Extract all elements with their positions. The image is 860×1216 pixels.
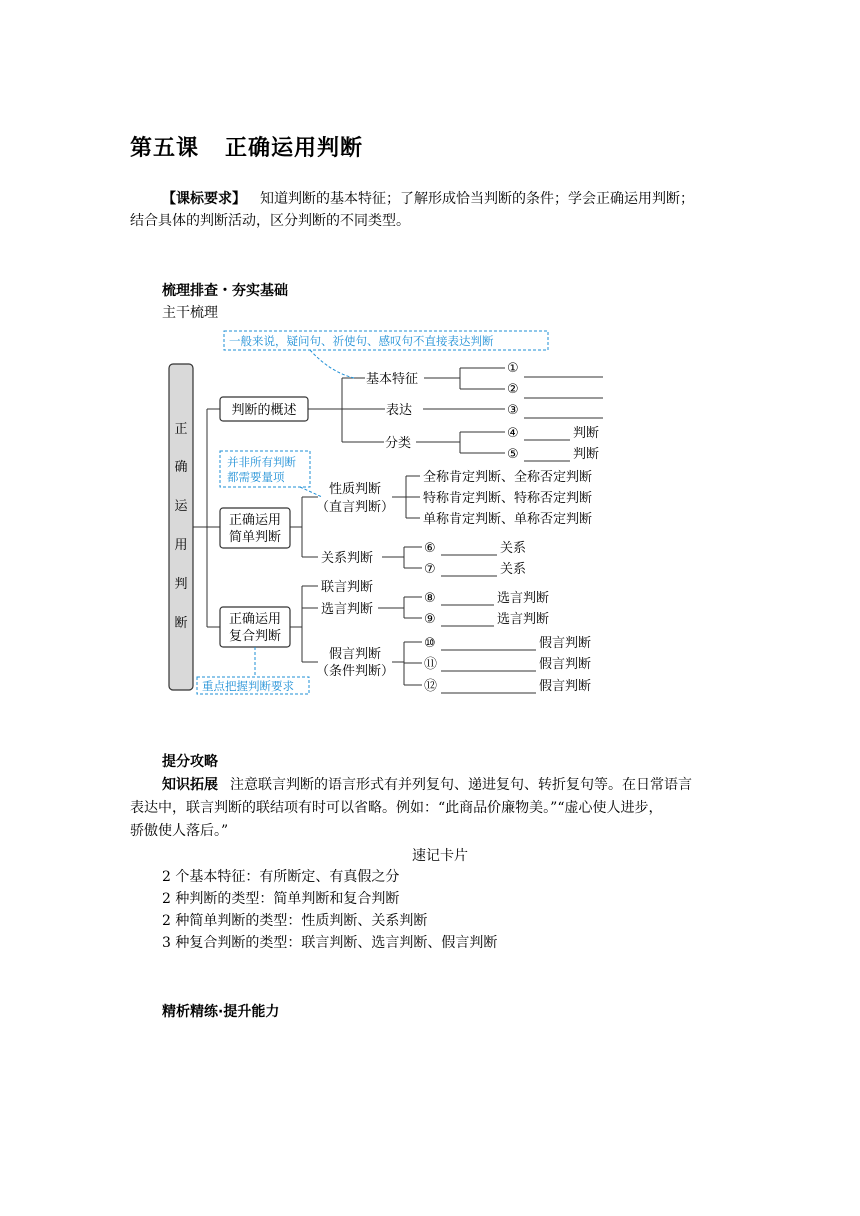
disjunctive-label: 选言判断: [321, 602, 374, 617]
mark: ⑦: [424, 562, 436, 577]
mark: ⑨: [424, 612, 436, 627]
section-subheading-outline: 主干梳理: [162, 305, 218, 321]
classification-label: 分类: [385, 436, 412, 451]
hypothetical-label: 假言判断: [328, 647, 382, 662]
tips-text1: 注意联言判断的语言形式有并列复句、递进复句、转折复句等。在日常语言: [230, 777, 692, 793]
hypothetical-label: （条件判断）: [315, 664, 395, 679]
property-label: （直言判断）: [315, 500, 395, 515]
mark: ⑤: [507, 447, 519, 462]
tips-label: 知识拓展: [162, 777, 218, 793]
relation-word: 关系: [500, 541, 527, 556]
section-heading-practice: 精析精练·提升能力: [162, 1004, 280, 1020]
mark: ⑫: [424, 679, 438, 694]
note-mid-text: 并非所有判断: [227, 455, 296, 469]
judgment-word: 判断: [573, 447, 600, 462]
property-label: 性质判断: [328, 482, 382, 497]
tips-line2: 表达中，联言判断的联结项有时可以省略。例如：“此商品价廉物美。”“虚心使人进步，: [130, 800, 663, 816]
card-title: 速记卡片: [412, 848, 468, 864]
note-bottom-text: 重点把握判断要求: [202, 679, 294, 693]
property-type: 单称肯定判断、单称否定判断: [423, 512, 593, 527]
mark: ④: [507, 426, 519, 441]
property-type: 全称肯定判断、全称否定判断: [423, 470, 593, 485]
judgment-word: 判断: [573, 426, 600, 441]
note-top-text: 一般来说，疑问句、祈使句、感叹句不直接表达判断: [229, 334, 494, 348]
root-bar: [169, 364, 193, 690]
note-top-connector: [310, 350, 354, 378]
requirement-label: 【课标要求】: [162, 191, 246, 207]
card-item: 3 种复合判断的类型：联言判断、选言判断、假言判断: [162, 935, 498, 951]
simple-label: 简单判断: [228, 530, 282, 545]
note-mid-text: 都需要量项: [227, 470, 285, 484]
card-item: 2 个基本特征：有所断定、有真假之分: [162, 869, 400, 885]
card-item: 2 种判断的类型：简单判断和复合判断: [162, 891, 400, 907]
requirement-text1: 知道判断的基本特征；了解形成恰当判断的条件；学会正确运用判断；: [260, 191, 694, 207]
mark: ⑩: [424, 636, 436, 651]
complex-label: 正确运用: [228, 612, 282, 627]
hypothetical-word: 假言判断: [539, 679, 592, 694]
mark: ⑥: [424, 541, 436, 556]
conjunctive-label: 联言判断: [321, 580, 374, 595]
root-char: 运: [174, 499, 188, 514]
complex-label: 复合判断: [228, 629, 282, 644]
hypothetical-word: 假言判断: [539, 657, 592, 672]
mark: ②: [507, 382, 519, 397]
page-title: 第五课 正确运用判断: [130, 136, 364, 161]
disjunctive-word: 选言判断: [497, 591, 550, 606]
requirement-line2: 结合具体的判断活动，区分判断的不同类型。: [130, 213, 410, 229]
tips-line3: 骄傲使人落后。”: [130, 823, 229, 839]
root-char: 确: [174, 460, 188, 475]
disjunctive-word: 选言判断: [497, 612, 550, 627]
mark: ⑧: [424, 591, 436, 606]
tips-heading: 提分攻略: [162, 754, 218, 770]
root-char: 正: [174, 422, 188, 437]
requirement-line1: [162, 187, 694, 211]
relation-label: 关系判断: [321, 551, 374, 566]
hypothetical-word: 假言判断: [539, 636, 592, 651]
root-char: 用: [174, 538, 188, 553]
simple-label: 正确运用: [228, 513, 282, 528]
property-type: 特称肯定判断、特称否定判断: [423, 491, 593, 506]
mark: ③: [507, 403, 519, 418]
concept-label: 判断的概述: [231, 403, 297, 418]
card-item: 2 种简单判断的类型：性质判断、关系判断: [162, 913, 428, 929]
mark: ⑪: [424, 657, 438, 672]
root-char: 断: [174, 616, 188, 631]
note-mid-connector: [300, 487, 322, 497]
root-char: 判: [174, 577, 188, 592]
section-heading-basics: 梳理排查・夯实基础: [162, 283, 288, 299]
relation-word: 关系: [500, 562, 527, 577]
expression-label: 表达: [386, 403, 413, 418]
basic-features-label: 基本特征: [366, 372, 419, 387]
mark: ①: [507, 361, 519, 376]
tips-line1: [162, 773, 692, 797]
concept-diagram: [160, 325, 610, 700]
